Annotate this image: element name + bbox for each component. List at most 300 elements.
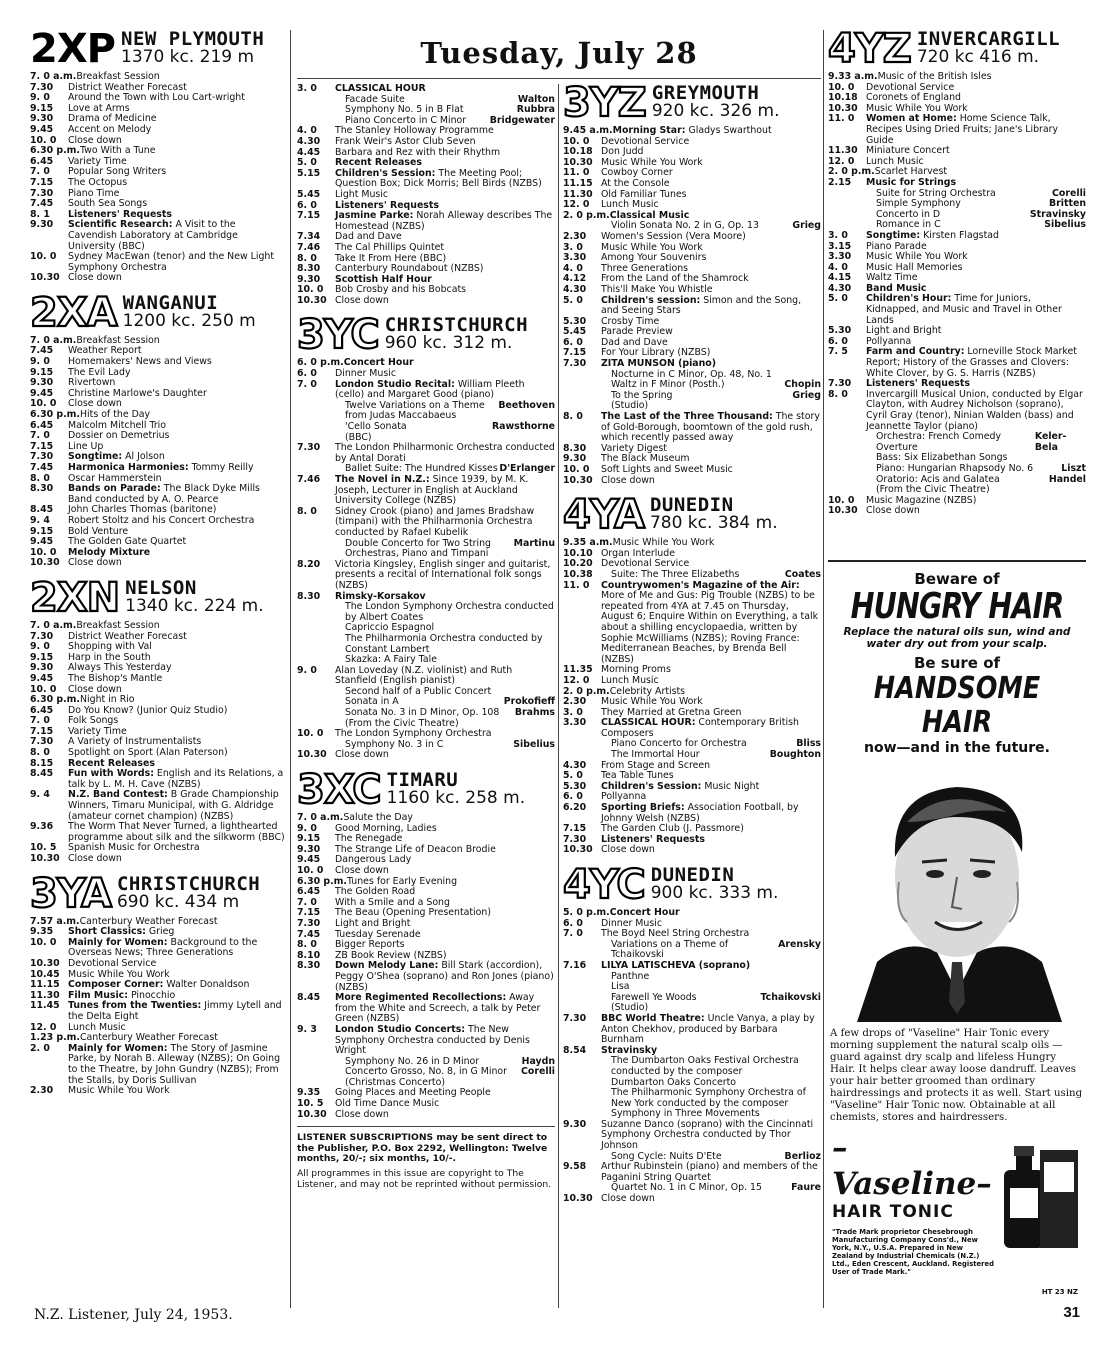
program-title: Accent on Melody (68, 123, 152, 135)
station-header (297, 312, 555, 359)
program-row (563, 1056, 821, 1077)
program-title: Songtime: Al Jolson (68, 451, 165, 463)
program-time: 7. 0 (297, 896, 317, 908)
program-time: 10.30 (30, 957, 60, 969)
program-title: From Stage and Screen (601, 759, 711, 771)
program-time: 9. 3 (297, 1023, 317, 1035)
program-title: The Beau (Opening Presentation) (335, 907, 491, 919)
program-time: 10.38 (563, 568, 593, 580)
program-time: 9.58 (563, 1161, 587, 1173)
program-time: 3.30 (563, 717, 587, 729)
program-title: Sydney MacEwan (tenor) and the New Light Symphony Orchestra (68, 251, 275, 273)
program-title: Bold Venture (68, 525, 129, 537)
program-title: Farm and Country: Lorneville Stock Market Report; History of the Grasses and Clovers: White Clover, by G. S. Harris (NZBS) (866, 346, 1077, 379)
program-time (828, 475, 866, 486)
ad-body-copy: A few drops of "Vaseline" Hair Tonic every morning supplement the natural scalp oils — guard against dry scalp and lifeless Hungry Hair. It helps clear away loose dandruff. Leaves your hair better groomed than ordinary hairdressings and protects it as well. Start using "Vaseline" Hair Tonic now. Obtainable at all chemists, stores and hairdressers. (830, 1028, 1083, 1123)
program-title: Three Generations (601, 262, 689, 274)
program-time: 9.30 (30, 662, 54, 674)
program-time (297, 623, 335, 634)
program-time: 10. 5 (297, 1098, 324, 1110)
program-time (297, 687, 335, 698)
program-time: 11. 0 (828, 113, 855, 125)
station-frequency: 960 kc. 312 m. (384, 333, 513, 354)
program-time: 7.15 (297, 210, 321, 222)
program-time: 9.15 (30, 366, 54, 378)
program-title: More Regimented Recollections: Away from the White and Screech, a talk by Peter Green (NZBS) (335, 992, 541, 1025)
program-row (563, 908, 821, 919)
program-title: Bob Crosby and his Bobcats (335, 284, 466, 296)
program-row (828, 506, 1086, 517)
work-title: Sonata No. 3 in D Minor, Op. 108 (345, 707, 500, 719)
program-title: Frank Weir's Astor Club Seven (335, 135, 476, 147)
program-time: 9. 0 (297, 822, 317, 834)
program-time (563, 380, 601, 391)
program-row (30, 790, 285, 822)
program-title: Down Melody Lane: Bill Stark (accordion), Peggy O'Shea (soprano) and Ron Jones (piano) (NZBS) (335, 960, 554, 993)
program-title: With a Smile and a Song (335, 896, 450, 908)
program-title: Close down (335, 294, 389, 306)
program-time (828, 210, 866, 221)
program-time: 5. 0 (297, 157, 317, 169)
program-time: 11. 0 (563, 167, 590, 179)
program-time: 6. 0 (297, 199, 317, 211)
program-time: 4.45 (297, 146, 321, 158)
program-time: 4. 0 (563, 262, 583, 274)
page-number: 31 (1063, 1304, 1080, 1321)
work-title: Waltz in F Minor (Posth.) (611, 379, 725, 391)
program-title: District Weather Forecast (68, 630, 187, 642)
program-title: Coronets of England (866, 92, 961, 104)
station-header (30, 289, 285, 336)
station-frequency: 1200 kc. 250 m (122, 310, 256, 331)
program-time: 7.30 (30, 451, 54, 463)
program-title: Going Places and Meeting People (335, 1087, 491, 1099)
composer: Rawsthorne (491, 421, 555, 433)
station-city: NEW PLYMOUTH (121, 30, 265, 50)
program-time: 3.15 (828, 240, 852, 252)
program-title: Music While You Work (866, 102, 968, 114)
program-time (563, 1056, 601, 1077)
program-title: Recent Releases (335, 157, 422, 169)
program-row (563, 940, 821, 961)
work-title: Quartet No. 1 in C Minor, Op. 15 (611, 1182, 762, 1194)
station-city: CHRISTCHURCH (384, 314, 529, 337)
program-title: Music for Strings (866, 176, 957, 188)
work-title: Concerto in D (876, 208, 941, 220)
program-time: 9.45 (30, 672, 54, 684)
program-row (828, 390, 1086, 432)
program-time: 6.45 (30, 704, 54, 716)
program-time: 8. 1 (30, 208, 50, 220)
program-time: 9. 0 (30, 641, 50, 653)
program-time: 6. 0 p.m. (297, 357, 344, 369)
program-title: Listeners' Requests (68, 208, 172, 220)
work-title: Lisa (611, 981, 630, 993)
ad-fine-print: "Trade Mark proprietor Chesebrough Manufacturing Company Cons'd., New York, N.Y., U.S.A. Prepared in New Zealand by Industrial Chemicals (N.Z.) Ltd., Eden Crescent, Auckland. Registered User of Trade Mark." (832, 1228, 994, 1276)
program-time: 7.34 (297, 231, 321, 243)
station-header (30, 30, 285, 72)
station-programs-continued (297, 84, 555, 306)
program-time: 7.30 (828, 378, 852, 390)
program-time: 9. 4 (30, 514, 50, 526)
program-title: Capriccio Espagnol (345, 622, 435, 634)
program-time: 12. 0 (563, 199, 590, 211)
program-time: 10. 0 (30, 683, 57, 695)
program-title: Morning Proms (601, 664, 671, 676)
program-time: 10. 0 (30, 134, 57, 146)
station-info (122, 291, 256, 331)
program-time (563, 940, 601, 961)
program-time: 9.45 (30, 123, 54, 135)
program-time: 5. 0 (563, 294, 583, 306)
program-title: Scottish Half Hour (335, 273, 432, 285)
program-title: CLASSICAL HOUR (335, 84, 426, 94)
program-time: 8. 0 (828, 388, 848, 400)
program-time: 11.30 (563, 188, 593, 200)
program-title: Dad and Dave (335, 231, 402, 243)
program-row (297, 475, 555, 507)
station-frequency: 720 kc 416 m. (916, 47, 1040, 67)
program-time: 6.45 (30, 155, 54, 167)
program-time: 6.30 p.m. (30, 694, 80, 706)
program-title: Waltz Time (866, 272, 918, 284)
program-row (563, 179, 821, 190)
program-time (828, 453, 866, 464)
work-title: Suite: The Three Elizabeths (611, 568, 740, 580)
station-frequency: 1340 kc. 224 m. (125, 595, 264, 616)
program-time: 10.30 (297, 749, 327, 761)
program-row (30, 252, 285, 273)
program-title: Dangerous Lady (335, 854, 412, 866)
program-time: 7.30 (30, 736, 54, 748)
ad-tagline: now—and in the future. (864, 740, 1050, 756)
program-time: 6.30 p.m. (30, 409, 80, 421)
program-time: 4.30 (297, 135, 321, 147)
program-time: 7.16 (563, 959, 587, 971)
program-title: Canterbury Weather Forecast (80, 1032, 218, 1044)
station-city: DUNEDIN (649, 494, 734, 517)
program-time: 5. 0 (563, 770, 583, 782)
program-title: The Renegade (335, 833, 403, 845)
program-title (866, 464, 1086, 475)
program-time: 10. 0 (297, 865, 324, 876)
program-time (297, 1057, 335, 1068)
program-row (30, 822, 285, 843)
program-title: Close down (68, 683, 122, 695)
work-title: Simple Symphony (876, 198, 961, 210)
program-time: 8. 0 (297, 505, 317, 517)
program-row (297, 1025, 555, 1057)
program-title: Children's Session: Music Night (601, 780, 760, 792)
program-title: South Sea Songs (68, 198, 148, 210)
work-title: To the Spring (611, 389, 673, 401)
program-time: 7.30 (30, 630, 54, 642)
ad-brand: –Vaseline– (832, 1130, 992, 1202)
program-time: 5. 0 p.m. (563, 907, 610, 918)
program-time: 3.30 (563, 252, 587, 264)
program-row (828, 231, 1086, 242)
program-row (563, 1194, 821, 1205)
program-time: 2. 0 p.m. (828, 166, 875, 178)
program-time: 9.30 (30, 377, 54, 389)
program-title: A Variety of Instrumentalists (68, 736, 202, 748)
program-time: 10.30 (30, 557, 60, 569)
program-time: 9. 0 (30, 356, 50, 368)
program-title: Bigger Reports (335, 939, 405, 951)
program-title: Homemakers' News and Views (68, 356, 212, 368)
program-title: The Octopus (68, 176, 128, 188)
program-time (297, 95, 335, 106)
program-time: 6. 0 (828, 335, 848, 347)
composer: Grieg (792, 389, 821, 401)
program-title: Close down (335, 865, 389, 876)
station-frequency: 690 kc. 434 m (116, 891, 240, 912)
station-block (30, 870, 285, 1097)
program-time: 6.30 p.m. (30, 145, 80, 157)
program-time: 10. 0 (563, 135, 590, 147)
program-time: 6.20 (563, 802, 587, 814)
program-title: Among Your Souvenirs (601, 252, 707, 264)
program-time: 7. 0 (297, 378, 317, 390)
program-title: London Studio Recital: William Pleeth (cello) and Margaret Good (piano) (335, 378, 525, 401)
program-row (297, 634, 555, 655)
program-title: (BBC) (345, 431, 372, 443)
program-row (828, 464, 1086, 475)
program-title: Piano Time (68, 187, 120, 199)
program-title: Breakfast Session (76, 71, 160, 82)
work-title: Romance in C (876, 219, 941, 231)
program-title: Salute the Day (343, 812, 413, 824)
composer: Berlioz (784, 1150, 821, 1162)
program-title: Lunch Music (601, 674, 659, 686)
program-title: Music While You Work (601, 696, 703, 708)
program-time (297, 401, 335, 422)
program-title: Close down (866, 505, 920, 517)
program-row (563, 581, 821, 666)
program-row (563, 232, 821, 243)
program-time: 9.15 (30, 525, 54, 537)
program-title: The Last of the Three Thousand: The story of Gold-Borough, boomtown of the gold rush, which recently passed away (601, 411, 820, 444)
program-title: The Philharmonia Orchestra conducted by Constant Lambert (345, 632, 543, 655)
program-row (563, 126, 821, 137)
program-title: The Novel in N.Z.: Since 1939, by M. K. Joseph, Lecturer in English at Auckland University College (NZBS) (335, 474, 529, 507)
program-time: 4.30 (563, 759, 587, 771)
program-title: Bands on Parade: The Black Dyke Mills Band conducted by A. O. Pearce (68, 483, 260, 505)
work-title: Orchestra: French Comedy Overture (876, 431, 1002, 453)
program-title (335, 1067, 555, 1088)
program-title: Skazka: A Fairy Tale (345, 654, 437, 666)
composer: Beethoven (498, 399, 555, 411)
program-time: 10.45 (30, 968, 60, 980)
program-title: Concert Hour (343, 357, 414, 369)
program-time: 9.35 (30, 926, 54, 938)
composer: Walton (517, 93, 555, 105)
program-time: 7.30 (563, 358, 587, 370)
program-row (563, 718, 821, 739)
program-title: Dossier on Demetrius (68, 430, 170, 442)
program-title: Soft Lights and Sweet Music (601, 464, 733, 475)
work-title: Sonata in A (345, 696, 399, 708)
program-time: 8. 0 (30, 747, 50, 759)
station-callsign: 3XC (297, 767, 381, 814)
station-callsign: 4YZ (828, 30, 911, 72)
publication-footer: N.Z. Listener, July 24, 1953. (34, 1307, 233, 1323)
column-1 (30, 30, 285, 1300)
program-title: They Married at Gretna Green (601, 706, 742, 718)
program-time: 3. 0 (563, 706, 583, 718)
station-info (121, 30, 264, 66)
composer: Bridgewater (489, 114, 555, 126)
program-title: Take It From Here (BBC) (335, 252, 447, 264)
station-block (828, 30, 1086, 517)
program-title: Tunes from the Twenties: Jimmy Lytell and the Delta Eight (68, 1000, 282, 1022)
program-row (828, 432, 1086, 453)
program-time (563, 1078, 601, 1089)
program-title: Variety Digest (601, 442, 667, 454)
program-row (563, 972, 821, 983)
column-rule (823, 30, 824, 1308)
program-title: Film Music: Pinocchio (68, 989, 176, 1001)
program-time: 6.30 p.m. (297, 875, 347, 887)
program-time: 1.23 p.m. (30, 1032, 80, 1044)
station-callsign: 3YC (297, 312, 379, 359)
program-time: 7.15 (30, 440, 54, 452)
station-info (387, 771, 525, 807)
composer: Chopin (784, 379, 821, 391)
program-row (30, 1086, 285, 1097)
station-block (30, 574, 285, 865)
program-time: 7. 0 a.m. (297, 812, 344, 824)
program-title: Melody Mixture (68, 546, 151, 558)
program-row (828, 114, 1086, 146)
program-title: Around the Town with Lou Cart-wright (68, 92, 245, 104)
tonic-bottle-image (996, 1130, 1082, 1276)
program-title: (Studio) (611, 1002, 649, 1014)
work-title: Song Cycle: Nuits D'Ete (611, 1150, 722, 1162)
ad-product: HAIR TONIC (832, 1202, 954, 1222)
station-city: WANGANUI (122, 291, 219, 314)
program-title: Music Hall Memories (866, 261, 963, 273)
program-row (30, 125, 285, 136)
work-title: 'Cello Sonata (345, 421, 407, 433)
program-title: The Stanley Holloway Programme (335, 125, 494, 137)
program-time: 8.54 (563, 1044, 587, 1056)
program-row (297, 169, 555, 190)
composer: Haydn (521, 1055, 555, 1067)
station-header (30, 870, 285, 917)
program-time: 10.20 (563, 558, 593, 570)
program-row (563, 993, 821, 1004)
program-title: ZITA MUNSON (piano) (601, 358, 717, 370)
program-title: Music While You Work (866, 251, 968, 263)
program-time: 2. 0 (30, 1042, 50, 1054)
program-time: 7. 0 (563, 928, 583, 940)
program-title: At the Console (601, 177, 670, 189)
program-row (30, 959, 285, 970)
program-time: 10.30 (828, 505, 858, 517)
work-title: Facade Suite (345, 93, 405, 105)
composer: Martinu (513, 537, 555, 549)
program-row (297, 919, 555, 930)
column-2 (297, 84, 555, 1354)
program-time: 4.12 (563, 273, 587, 285)
program-row (30, 674, 285, 685)
composer: Handel (1048, 473, 1086, 485)
program-title: Band Music (866, 282, 927, 294)
program-time (563, 370, 601, 381)
program-title: Popular Song Writers (68, 166, 167, 178)
program-title: The Garden Club (J. Passmore) (601, 823, 744, 835)
program-time: 11.30 (828, 145, 858, 157)
program-time: 7.45 (30, 345, 54, 357)
program-row (563, 1162, 821, 1183)
program-title: (Studio) (611, 400, 649, 412)
station-callsign: 2XP (30, 30, 115, 72)
program-time: 5.30 (828, 325, 852, 337)
program-time: 8. 0 (297, 252, 317, 264)
program-title: Listeners' Requests (335, 199, 439, 211)
ad-be-sure: Be sure of (913, 654, 1001, 672)
program-row (297, 443, 555, 464)
program-time: 2.30 (563, 696, 587, 708)
program-row (563, 676, 821, 687)
station-info (651, 866, 779, 902)
program-time: 9.30 (563, 1118, 587, 1130)
program-time: 10.30 (30, 272, 60, 284)
program-time: 9.30 (297, 273, 321, 285)
program-title: Line Up (68, 440, 104, 452)
station-block (30, 30, 285, 284)
program-time: 9. 0 (30, 92, 50, 104)
program-time: 10.18 (828, 92, 858, 104)
program-row (30, 178, 285, 189)
program-time (563, 982, 601, 993)
program-title: (From the Civic Theatre) (345, 717, 459, 729)
program-title: Women at Home: Home Science Talk, Recipes Using Dried Fruits; Jane's Library Guide (866, 113, 1059, 146)
program-title: Light and Bright (866, 325, 942, 337)
program-title: Music While You Work (68, 1085, 170, 1097)
program-title: Lunch Music (68, 1021, 126, 1033)
program-time: 4.30 (828, 282, 852, 294)
program-title: Dad and Dave (601, 336, 668, 348)
program-title: Music Magazine (NZBS) (866, 494, 977, 506)
program-title: Harmonica Harmonies: Tommy Reilly (68, 462, 254, 473)
program-title: Malcolm Mitchell Trio (68, 419, 167, 431)
program-time: 7.30 (297, 442, 321, 454)
program-title: Women's Session (Vera Moore) (601, 230, 746, 242)
program-title: Children's Hour: Time for Juniors, Kidnapped, and Music and Travel in Other Lands (866, 293, 1062, 326)
program-time: 9.30 (297, 843, 321, 855)
program-title: Christine Marlowe's Daughter (68, 387, 207, 399)
program-title: Suzanne Danco (soprano) with the Cincinnati Symphony Orchestra conducted by Thor Johnson (601, 1118, 814, 1152)
program-time: 3. 0 (828, 229, 848, 241)
program-row (297, 401, 555, 422)
program-title: Morning Star: Gladys Swarthout (612, 125, 772, 136)
program-title: Close down (68, 853, 122, 864)
station-header (828, 30, 1086, 72)
work-title: Double Concerto for Two String Orchestras, Piano and Timpani (345, 537, 491, 560)
composer: Brahms (514, 707, 555, 719)
man-portrait-image (837, 762, 1077, 1022)
station-callsign: 4YC (563, 862, 645, 908)
program-title: Countrywomen's Magazine of the Air: More of Me and Gus: Pig Trouble (NZBS) to be repeated from 4YA at 7.45 on Thursday, August 6; Enquire Within on Everything, a talk about a shilling encyclopaedia, written by Sophie McWilliams (NZBS); Roving France: Mediterranean Beaches, by Brenda Bell (NZBS) (601, 579, 819, 665)
program-time: 7.45 (30, 198, 54, 210)
program-title: Fun with Words: English and its Relations, a talk by L. M. H. Cave (NZBS) (68, 768, 284, 790)
station-info (917, 30, 1060, 66)
program-title: Close down (335, 749, 389, 761)
program-time: 9.15 (30, 651, 54, 663)
program-time: 7. 0 (30, 166, 50, 178)
